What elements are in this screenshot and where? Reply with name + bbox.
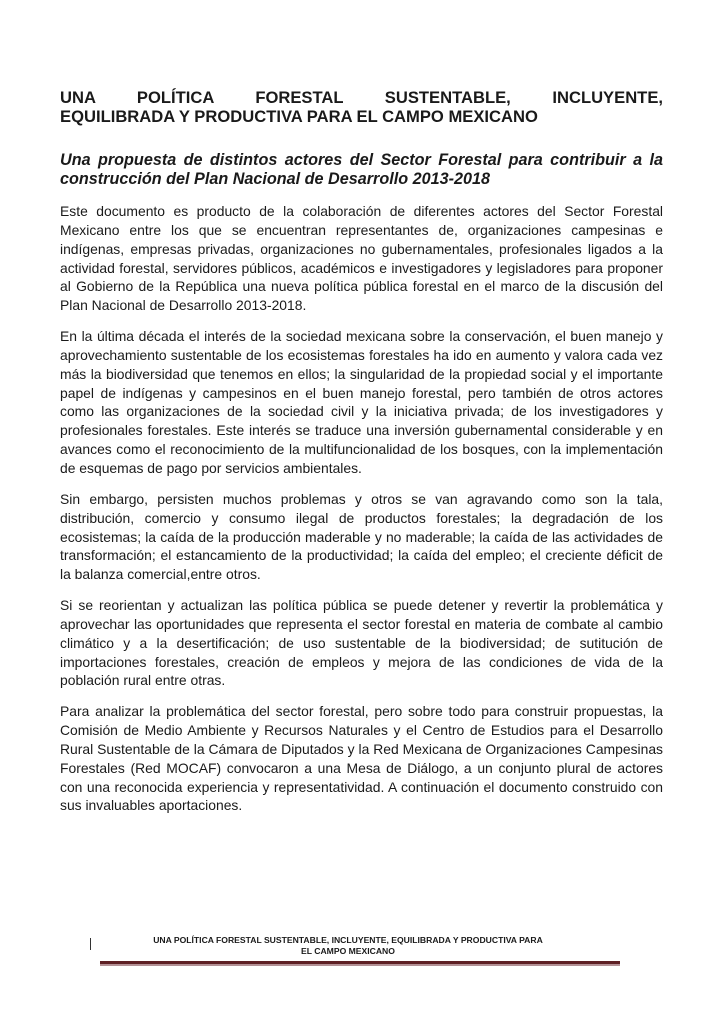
document-subtitle: Una propuesta de distintos actores del Sector Forestal para contribuir a la construcción del Plan Nacional de Desarrollo 2013-2018 xyxy=(60,151,663,188)
footer-title xyxy=(108,935,588,956)
paragraph-1: Este documento es producto de la colaboración de diferentes actores del Sector Forestal Mexicano entre los que se encuentran representantes de, organizaciones campesinas e indígenas, empresas privadas, organizaciones no gubernamentales, profesionales ligados a la actividad forestal, servidores públicos, académicos e investigadores y legisladores para proponer al Gobierno de la República una nueva política pública forestal en el marco de la discusión del Plan Nacional de Desarrollo 2013-2018. xyxy=(60,203,663,314)
footer-left-bar xyxy=(90,938,91,950)
footer-line-1: UNA POLÍTICA FORESTAL SUSTENTABLE, INCLUYENTE, EQUILIBRADA Y PRODUCTIVA PARA xyxy=(153,935,543,945)
paragraph-3: Sin embargo, persisten muchos problemas y otros se van agravando como son la tala, distribución, comercio y consumo ilegal de productos forestales; la degradación de los ecosistemas; la caída de la producción maderable y no maderable; la caída de las actividades de transformación; el estancamiento de la productividad; la caída del empleo; el creciente déficit de la balanza comercial,entre otros. xyxy=(60,490,663,583)
title-line-1: UNA POLÍTICA FORESTAL SUSTENTABLE, INCLUYENTE, xyxy=(60,88,663,107)
footer-line-2: EL CAMPO MEXICANO xyxy=(301,945,395,956)
paragraph-5: Para analizar la problemática del sector forestal, pero sobre todo para construir propuestas, la Comisión de Medio Ambiente y Recursos Naturales y el Centro de Estudios para el Desarrollo Rural Sustentable de la Cámara de Diputados y la Red Mexicana de Organizaciones Campesinas Forestales (Red MOCAF) convocaron a una Mesa de Diálogo, a un conjunto plural de actores con una reconocida experiencia y representatividad. A continuación el documento construido con sus invaluables aportaciones. xyxy=(60,703,663,814)
document-title xyxy=(60,88,663,126)
paragraph-4: Si se reorientan y actualizan las política pública se puede detener y revertir la problemática y aprovechar las oportunidades que representa el sector forestal en materia de combate al cambio climático y a la desertificación; de uso sustentable de la biodiversidad; de sutitución de importaciones forestales, creación de empleos y mejora de las condiciones de vida de la población rural entre otras. xyxy=(60,597,663,689)
paragraph-2: En la última década el interés de la sociedad mexicana sobre la conservación, el buen manejo y aprovechamiento sustentable de los ecosistemas forestales ha ido en aumento y valora cada vez más la biodiversidad que tenemos en ellos; la singularidad de la propiedad social y el importante papel de indígenas y campesinos en el buen manejo forestal, pero también de otros actores como las organizaciones de la sociedad civil y la iniciativa privada; de los investigadores y profesionales forestales. Este interés se traduce una inversión gubernamental considerable y en avances como el reconocimiento de la multifuncionalidad de los bosques, con la implementación de esquemas de pago por servicios ambientales. xyxy=(60,328,663,476)
title-line-2: EQUILIBRADA Y PRODUCTIVA PARA EL CAMPO MEXICANO xyxy=(60,107,538,126)
page-content xyxy=(60,88,663,815)
footer-rule xyxy=(100,961,620,964)
